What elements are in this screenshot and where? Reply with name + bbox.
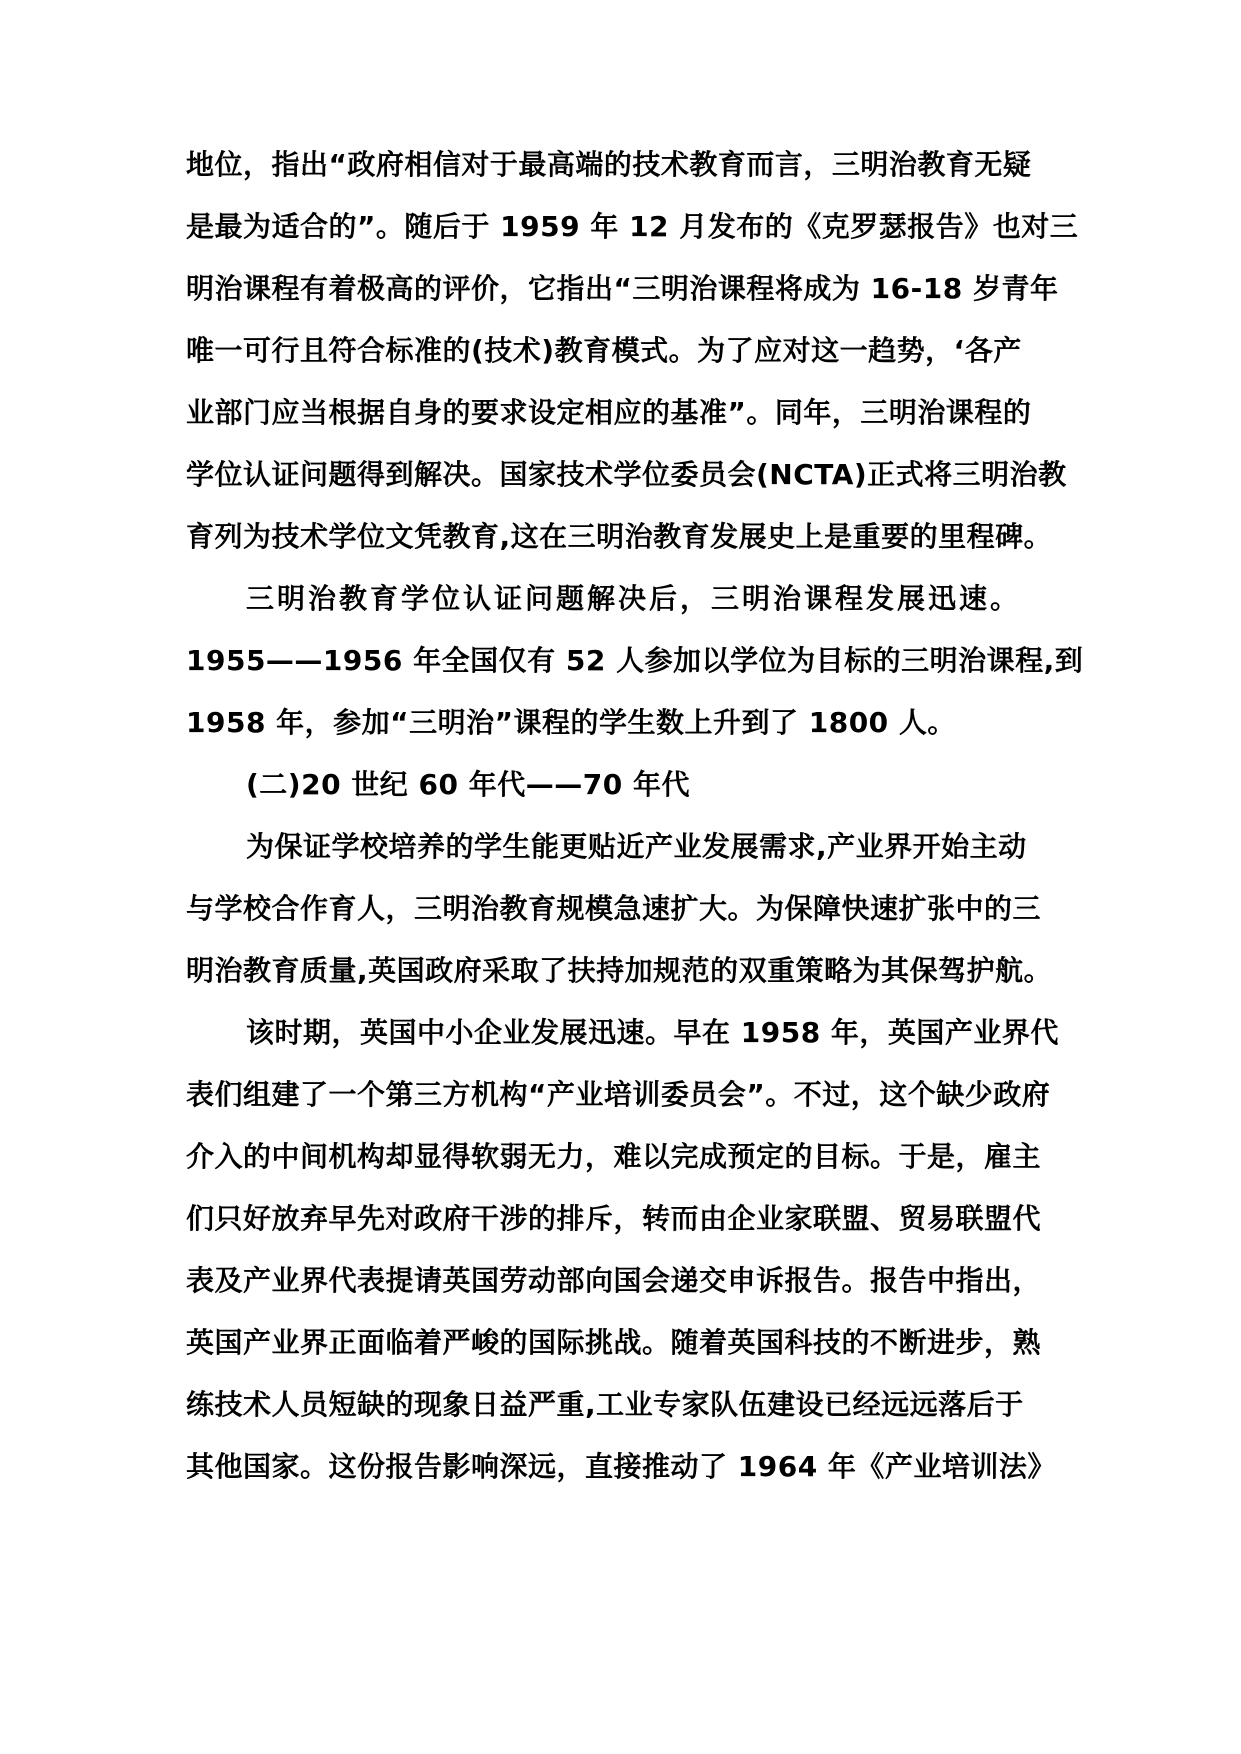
text-line: 明治教育质量,英国政府采取了扶持加规范的双重策略为其保驾护航。 [186, 954, 1053, 987]
text-line: 学位认证问题得到解决。国家技术学位委员会(NCTA)正式将三明治教 [186, 458, 1067, 491]
text-line: 是最为适合的”。随后于 1959 年 12 月发布的《克罗瑟报告》也对三 [186, 210, 1079, 243]
text-line: 们只好放弃早先对政府干涉的排斥，转而由企业家联盟、贸易联盟代 [186, 1202, 1042, 1235]
text-line: 1958 年，参加“三明治”课程的学生数上升到了 1800 人。 [186, 706, 956, 739]
text-line: 该时期，英国中小企业发展迅速。早在 1958 年，英国产业界代 [246, 1016, 1059, 1049]
text-line: 练技术人员短缺的现象日益严重,工业专家队伍建设已经远远落后于 [186, 1388, 1024, 1421]
text-line: 表及产业界代表提请英国劳动部向国会递交申诉报告。报告中指出， [186, 1264, 1042, 1297]
text-line: 其他国家。这份报告影响深远，直接推动了 1964 年《产业培训法》 [186, 1450, 1056, 1483]
text-line: 业部门应当根据自身的要求设定相应的基准”。同年，三明治课程的 [186, 396, 1032, 429]
heading-line: (二)20 世纪 60 年代——70 年代 [246, 768, 690, 801]
text-line: 育列为技术学位文凭教育,这在三明治教育发展史上是重要的里程碑。 [186, 520, 1053, 553]
text-line: 为保证学校培养的学生能更贴近产业发展需求,产业界开始主动 [246, 830, 1027, 863]
text-line: 英国产业界正面临着严峻的国际挑战。随着英国科技的不断进步，熟 [186, 1326, 1042, 1359]
text-line: 三明治教育学位认证问题解决后，三明治课程发展迅速。 [246, 582, 1022, 615]
text-line: 介入的中间机构却显得软弱无力，难以完成预定的目标。于是，雇主 [186, 1140, 1042, 1173]
text-line: 唯一可行且符合标准的(技术)教育模式。为了应对这一趋势，‘各产 [186, 334, 1022, 367]
text-line: 与学校合作育人，三明治教育规模急速扩大。为保障快速扩张中的三 [186, 892, 1042, 925]
text-line: 明治课程有着极高的评价，它指出“三明治课程将成为 16-18 岁青年 [186, 272, 1059, 305]
text-line: 地位，指出“政府相信对于最高端的技术教育而言，三明治教育无疑 [186, 148, 1032, 181]
text-line: 表们组建了一个第三方机构“产业培训委员会”。不过，这个缺少政府 [186, 1078, 1051, 1111]
text-line: 1955——1956 年全国仅有 52 人参加以学位为目标的三明治课程,到 [186, 644, 1084, 677]
